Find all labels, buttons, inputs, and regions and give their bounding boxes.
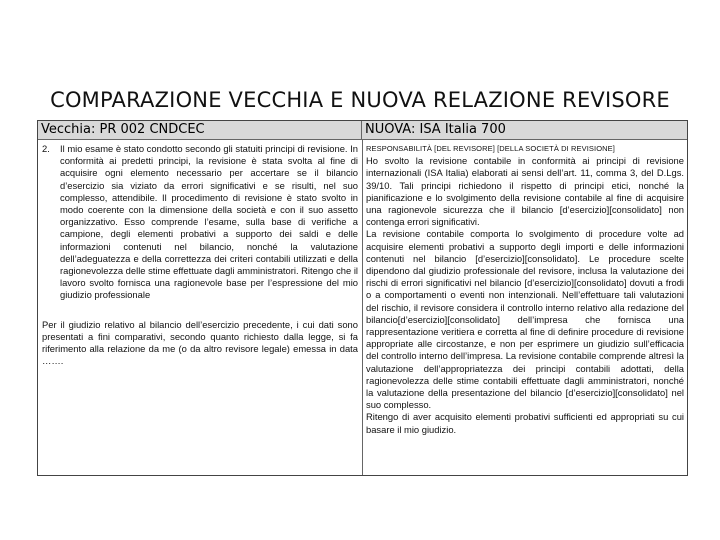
new-report-paragraph-1: Ho svolto la revisione contabile in conformità ai principi di revisione internazionali (ISA Italia) elaborati ai sensi dell’art. 11, comma 3, del D.Lgs. 39/10. Tali principi richiedono il rispetto di principi etici, nonché la pianificazione e lo svolgimento della revisione contabile al fine di acquisire una ragionevole sicurezza che il bilancio [d’esercizio][consolidato] non contenga errori significativi. [366, 155, 684, 228]
comparison-table [37, 120, 688, 476]
old-report-column [42, 143, 358, 367]
new-report-paragraph-3: Ritengo di aver acquisito elementi probativi sufficienti ed appropriati su cui basare il mio giudizio. [366, 411, 684, 435]
new-report-header: NUOVA: ISA Italia 700 [362, 121, 687, 140]
new-report-column [366, 143, 684, 436]
responsibility-heading: RESPONSABILITÀ [DEL REVISORE] [DELLA SOCIETÀ DI REVISIONE] [366, 144, 615, 153]
slide-title: COMPARAZIONE VECCHIA E NUOVA RELAZIONE REVISORE [50, 88, 670, 112]
old-report-paragraph-1-text: Il mio esame è stato condotto secondo gli statuiti principi di revisione. In conformità ai predetti principi, la revisione è stata svolta al fine di acquisire ogni elemento necessario per accertare se il bilancio d’esercizio sia viziato da errori significativi e se risulti, nel suo complesso, attendibile. Il procedimento di revisione è stato svolto in modo coerente con la dimensione della società e con il suo assetto organizzativo. Esso comprende l’esame, sulla base di verifiche a campione, degli elementi probativi a supporto dei saldi e delle informazioni contenuti nel bilancio, nonché la valutazione dell’adeguatezza e della correttezza dei criteri contabili utilizzati e della ragionevolezza delle stime effettuate dagli amministratori. Ritengo che il lavoro svolto fornisca una ragionevole base per l’espressione del mio giudizio professionale [60, 143, 358, 301]
column-divider [362, 140, 363, 475]
old-report-header: Vecchia: PR 002 CNDCEC [38, 121, 362, 140]
old-report-paragraph-2: Per il giudizio relativo al bilancio dell’esercizio precedente, i cui dati sono presentati a fini comparativi, secondo quanto richiesto dalla legge, si fa riferimento alla relazione da me (o da altro revisore legale) emessa in data ……. [42, 318, 358, 367]
item-number: 2. [42, 143, 50, 154]
new-report-paragraph-2: La revisione contabile comporta lo svolgimento di procedure volte ad acquisire elementi probativi a supporto degli importi e delle informazioni contenuti nel bilancio [d’esercizio][consolidato]. Le procedure scelte dipendono dal giudizio professionale del revisore, inclusa la valutazione dei rischi di errori significativi nel bilancio [d’esercizio][consolidato] dovuti a frodi o a comportamenti o eventi non intenzionali. Nell’effettuare tali valutazioni del rischio, il revisore considera il controllo interno relativo alla redazione del bilancio[d’esercizio][consolidato] dell’impresa che fornisca una rappresentazione veritiera e corretta al fine di definire procedure di revisione appropriate alle circostanze, e non per esprimere un giudizio sull’efficacia del controllo interno dell’impresa. La revisione contabile comprende altresì la valutazione dell’appropriatezza dei principi contabili adottati, della ragionevolezza delle stime contabili effettuate dagli amministratori, nonché la valutazione della presentazione del bilancio [d’esercizio][consolidato] nel suo complesso. [366, 228, 684, 411]
old-report-paragraph-1 [42, 143, 358, 302]
